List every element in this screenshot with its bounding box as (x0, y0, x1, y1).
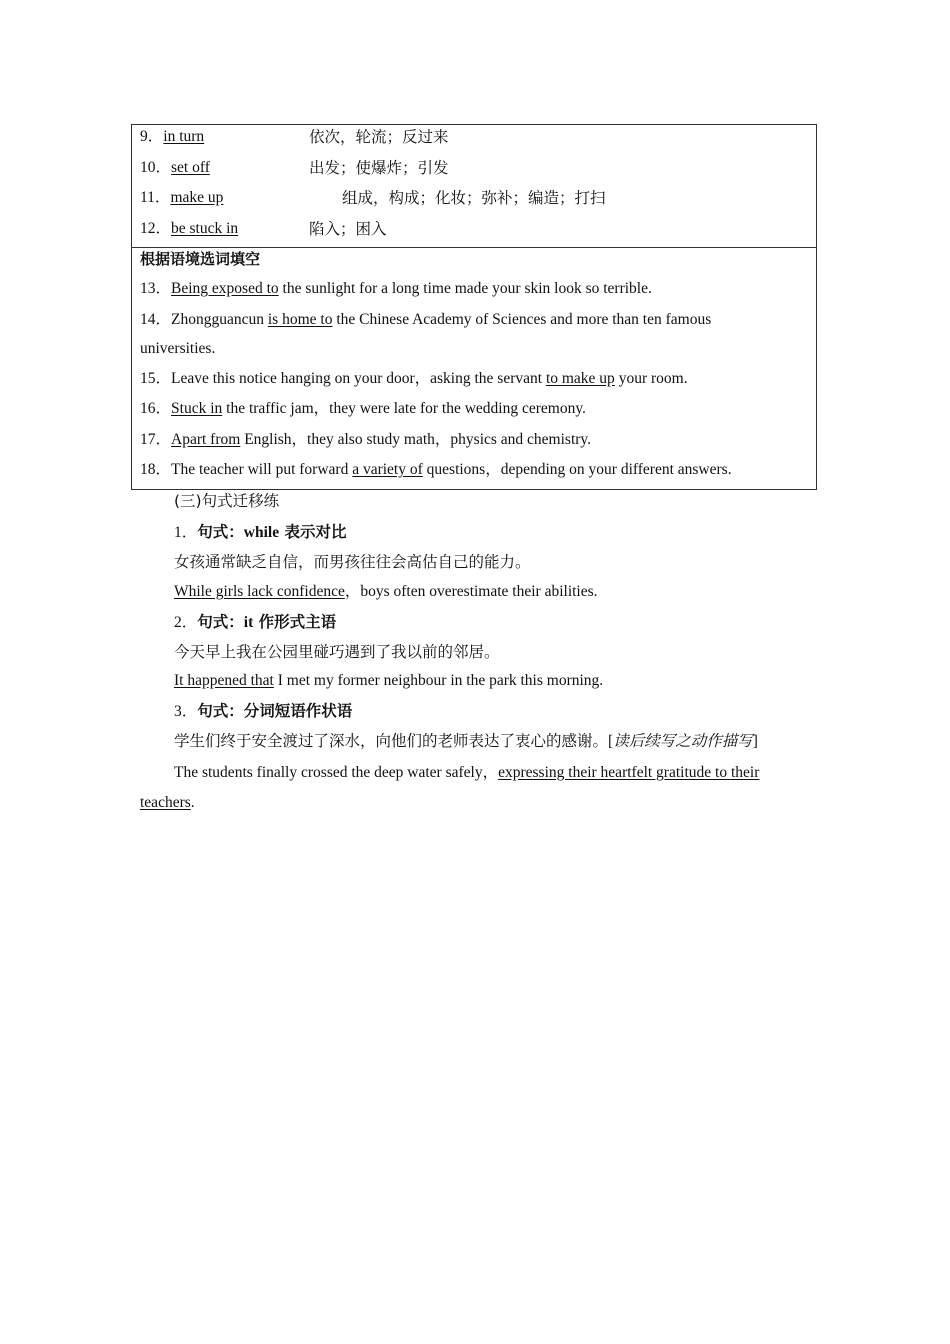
vocab-phrase: make up (170, 189, 224, 206)
label-prefix: 句式： (197, 613, 244, 631)
item-number: 17． (140, 431, 172, 448)
vocab-row (140, 188, 223, 208)
item-text: questions，depending on your different answers. (422, 461, 732, 478)
item-text: I met my former neighbour in the park this morning. (273, 672, 604, 689)
vocab-phrase: in turn (163, 128, 205, 145)
item-number: 18． (140, 461, 172, 478)
item-answer: to make up (545, 370, 615, 387)
vocab-phrase: be stuck in (171, 220, 239, 237)
item-text: your room. (614, 370, 688, 387)
vocab-meaning: 陷入；困入 (309, 220, 387, 238)
vocab-number: 9． (140, 128, 164, 145)
fill-in-heading: 根据语境选词填空 (140, 250, 261, 268)
fill-item (140, 399, 586, 419)
label-suffix: 作形式主语 (253, 613, 337, 631)
english-sentence (174, 763, 759, 783)
vocab-number: 10． (140, 159, 172, 176)
item-answer: It happened that (174, 672, 274, 689)
vocab-meaning: 出发；使爆炸；引发 (309, 159, 449, 177)
chinese-sentence: 今天早上我在公园里碰巧遇到了我以前的邻居。 (174, 643, 500, 661)
pattern-label (174, 522, 347, 543)
item-number: 15． (140, 370, 172, 387)
item-text: ，boys often overestimate their abilities. (344, 583, 598, 600)
note-bracket: [ (608, 733, 614, 750)
label-keyword: while (243, 524, 280, 541)
item-answer: While girls lack confidence (174, 583, 345, 600)
item-text: English，they also study math，physics and chemistry. (240, 431, 592, 448)
fill-item (140, 279, 652, 299)
vocab-row (140, 127, 204, 147)
chinese-sentence (174, 731, 758, 752)
fill-item (140, 460, 732, 480)
item-answer: Being exposed to (171, 280, 279, 297)
fill-in-section (131, 247, 817, 490)
item-text: the Chinese Academy of Sciences and more than ten famous (332, 311, 712, 328)
note-bracket: ] (752, 733, 758, 750)
item-text: The students finally crossed the deep water safely， (174, 764, 499, 781)
pattern-label (174, 701, 352, 722)
fill-item (140, 430, 591, 450)
item-answer: expressing their heartfelt gratitude to their (498, 764, 760, 781)
item-text: . (190, 794, 195, 811)
item-answer: is home to (267, 311, 333, 328)
section-title: (三)句式迁移练 (174, 492, 280, 510)
vocab-meaning: 依次，轮流；反过来 (309, 128, 449, 146)
item-answer: teachers (140, 794, 191, 811)
label-keyword: it (243, 614, 254, 631)
vocab-meaning: 组成，构成；化妆；弥补；编造；打扫 (342, 189, 606, 207)
vocab-row (140, 158, 210, 178)
english-sentence (174, 582, 598, 602)
fill-item (140, 369, 688, 389)
vocab-number: 12． (140, 220, 172, 237)
vocab-table (131, 124, 817, 248)
item-number: 16． (140, 400, 172, 417)
source-note: 读后续写之动作描写 (613, 732, 753, 750)
label-suffix: 分词短语作状语 (243, 702, 353, 720)
item-number: 13． (140, 280, 172, 297)
label-prefix: 句式： (197, 523, 244, 541)
item-number: 3． (174, 703, 198, 720)
chinese-sentence: 女孩通常缺乏自信，而男孩往往会高估自己的能力。 (174, 553, 531, 571)
item-answer: a variety of (352, 461, 423, 478)
item-answer: Apart from (171, 431, 241, 448)
fill-item-continuation: universities. (140, 340, 216, 357)
item-number: 2． (174, 614, 198, 631)
item-number: 1． (174, 524, 198, 541)
item-text: The teacher will put forward (171, 461, 353, 478)
item-text: the traffic jam，they were late for the wedding ceremony. (222, 400, 586, 417)
english-sentence (174, 671, 603, 691)
item-number: 14． (140, 311, 172, 328)
pattern-label (174, 612, 336, 633)
vocab-phrase: set off (171, 159, 210, 176)
item-text: Zhongguancun (171, 311, 268, 328)
vocab-row (140, 219, 238, 239)
label-suffix: 表示对比 (279, 523, 347, 541)
vocab-number: 11． (140, 189, 171, 206)
item-answer: Stuck in (171, 400, 223, 417)
item-text: the sunlight for a long time made your skin look so terrible. (278, 280, 652, 297)
english-sentence-continuation (140, 793, 195, 813)
chinese-text: 学生们终于安全渡过了深水，向他们的老师表达了衷心的感谢。 (174, 732, 609, 750)
fill-item (140, 310, 711, 330)
item-text: Leave this notice hanging on your door，asking the servant (171, 370, 546, 387)
label-prefix: 句式： (197, 702, 244, 720)
